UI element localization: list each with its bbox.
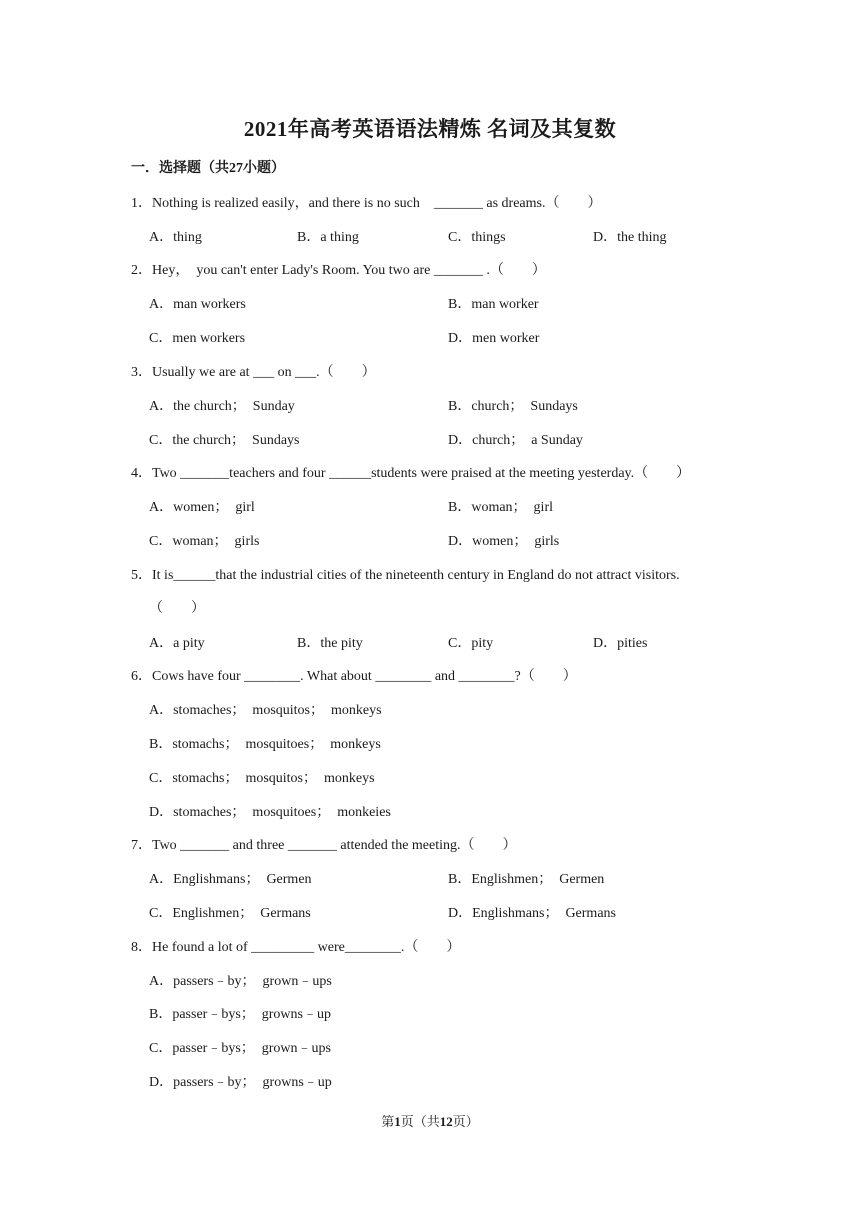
- question-4-stem: 4．Two _______teachers and four ______students were praised at the meeting yesterday.（ ）: [131, 466, 691, 481]
- footer-middle: 页（共: [400, 1114, 440, 1129]
- question-7-option-d[interactable]: D．Englishmans； Germans: [448, 906, 616, 921]
- question-1-option-a[interactable]: A．thing: [149, 230, 202, 245]
- question-1-option-c[interactable]: C．things: [448, 230, 506, 245]
- question-3-option-b[interactable]: B．church； Sundays: [448, 399, 578, 414]
- footer-total-pages: 12: [439, 1114, 453, 1129]
- question-6-option-c[interactable]: C．stomachs； mosquitos； monkeys: [149, 771, 375, 786]
- question-5-option-d[interactable]: D．pities: [593, 636, 648, 651]
- question-2-stem: 2．Hey， you can't enter Lady's Room. You two are _______ .（ ）: [131, 263, 546, 278]
- question-1-option-d[interactable]: D．the thing: [593, 230, 667, 245]
- question-4-option-d[interactable]: D．women； girls: [448, 534, 560, 549]
- question-1-option-b[interactable]: B．a thing: [297, 230, 359, 245]
- question-7-option-a[interactable]: A．Englishmans； Germen: [149, 872, 312, 887]
- section-heading: 一．选择题（共27小题）: [131, 161, 285, 176]
- question-5-option-c[interactable]: C．pity: [448, 636, 494, 651]
- question-3-stem: 3．Usually we are at ___ on ___.（ ）: [131, 365, 376, 380]
- footer-prefix: 第: [381, 1114, 395, 1129]
- question-6-option-b[interactable]: B．stomachs； mosquitoes； monkeys: [149, 737, 381, 752]
- question-6-stem: 6．Cows have four ________. What about ________ and ________?（ ）: [131, 669, 577, 684]
- question-3-option-a[interactable]: A．the church； Sunday: [149, 399, 295, 414]
- question-4-option-a[interactable]: A．women； girl: [149, 500, 255, 515]
- question-2-option-a[interactable]: A．man workers: [149, 297, 246, 312]
- question-6-option-d[interactable]: D．stomaches； mosquitoes； monkeies: [149, 805, 391, 820]
- question-2-option-c[interactable]: C．men workers: [149, 331, 246, 346]
- question-4-option-c[interactable]: C．woman； girls: [149, 534, 260, 549]
- question-8-stem: 8．He found a lot of _________ were________.（ ）: [131, 940, 461, 955]
- question-4-option-b[interactable]: B．woman； girl: [448, 500, 553, 515]
- question-2-option-d[interactable]: D．men worker: [448, 331, 540, 346]
- page-title: 2021年高考英语语法精炼 名词及其复数: [243, 117, 617, 141]
- question-1-stem: 1．Nothing is realized easily，and there is no such _______ as dreams.（ ）: [131, 196, 602, 211]
- question-5-stem-continuation: （ ）: [149, 601, 205, 616]
- question-8-option-c[interactable]: C．passer﹣bys； grown﹣ups: [149, 1041, 331, 1056]
- question-2-option-b[interactable]: B．man worker: [448, 297, 539, 312]
- question-7-option-c[interactable]: C．Englishmen； Germans: [149, 906, 311, 921]
- footer-page-number: 1: [394, 1114, 401, 1129]
- question-3-option-c[interactable]: C．the church； Sundays: [149, 433, 300, 448]
- question-3-option-d[interactable]: D．church； a Sunday: [448, 433, 583, 448]
- question-5-stem: 5．It is______that the industrial cities of the nineteenth century in England do not attract visitors.: [131, 568, 680, 583]
- footer-suffix: 页）: [452, 1114, 479, 1129]
- question-8-option-b[interactable]: B．passer﹣bys； growns﹣up: [149, 1007, 331, 1022]
- question-6-option-a[interactable]: A．stomaches； mosquitos； monkeys: [149, 703, 382, 718]
- question-8-option-d[interactable]: D．passers﹣by； growns﹣up: [149, 1075, 332, 1090]
- question-8-option-a[interactable]: A．passers﹣by； grown﹣ups: [149, 974, 332, 989]
- page-footer: [0, 1111, 860, 1130]
- question-5-option-b[interactable]: B．the pity: [297, 636, 363, 651]
- question-5-option-a[interactable]: A．a pity: [149, 636, 205, 651]
- question-7-option-b[interactable]: B．Englishmen； Germen: [448, 872, 605, 887]
- question-7-stem: 7．Two _______ and three _______ attended the meeting.（ ）: [131, 838, 517, 853]
